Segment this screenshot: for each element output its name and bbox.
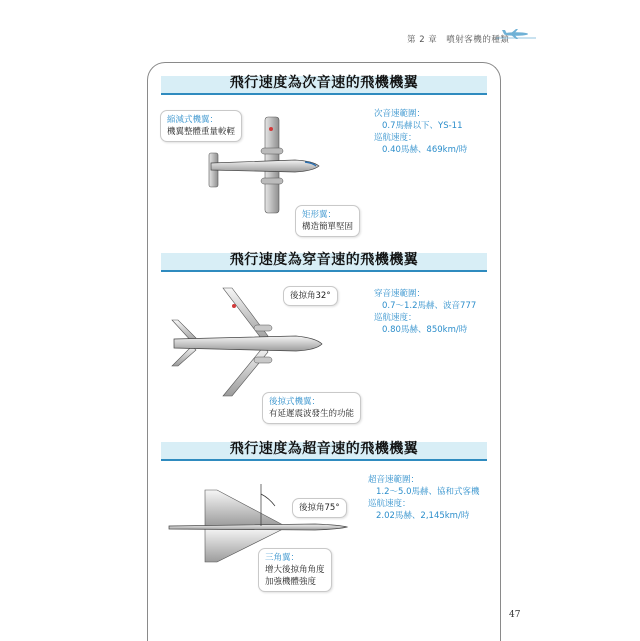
section-3-cruise-value: 2.02馬赫、2,145km/時 <box>376 511 470 521</box>
section-3-cruise-label: 巡航速度： <box>368 499 411 509</box>
callout-swept-wing-text: 有延遲震波發生的功能 <box>269 409 355 419</box>
section-2-range-value: 0.7～1.2馬赫、波音777 <box>382 301 477 311</box>
callout-delta-wing-text: 增大後掠角角度 <box>265 565 325 575</box>
section-2-range-label: 穿音速範圍： <box>374 289 426 299</box>
section-1-info <box>374 108 467 156</box>
page-number: 47 <box>509 610 521 620</box>
section-1-cruise-value: 0.40馬赫、469km/時 <box>382 145 468 155</box>
section-2-cruise-value: 0.80馬赫、850km/時 <box>382 325 468 335</box>
callout-sweep-32 <box>283 286 338 306</box>
section-1-title: 飛行速度為次音速的飛機機翼 <box>229 75 419 91</box>
section-1-range-value: 0.7馬赫以下、YS-11 <box>382 121 463 131</box>
callout-delta-wing-text-2: 加強機體強度 <box>265 577 317 587</box>
section-1-title-bar <box>161 76 487 95</box>
callout-rectangular-wing-label: 矩形翼： <box>302 210 337 220</box>
section-3-range-value: 1.2～5.0馬赫、協和式客機 <box>376 487 480 497</box>
callout-tapered-wing-label: 縮減式機翼： <box>167 115 219 125</box>
airplane-icon <box>496 26 536 44</box>
section-2-title-bar <box>161 253 487 272</box>
section-3-range-label: 超音速範圍： <box>368 475 420 485</box>
section-3-title-bar <box>161 442 487 461</box>
callout-tapered-wing <box>160 110 242 142</box>
callout-sweep-75-text: 後掠角75° <box>299 503 340 513</box>
callout-delta-wing <box>258 548 332 592</box>
section-2-info <box>374 288 476 336</box>
callout-rectangular-wing-text: 構造簡單堅固 <box>302 222 354 232</box>
callout-sweep-75 <box>292 498 347 518</box>
callout-delta-wing-label: 三角翼： <box>265 553 300 563</box>
section-1-range-label: 次音速範圍： <box>374 109 426 119</box>
callout-swept-wing-label: 後掠式機翼： <box>269 397 321 407</box>
chapter-header: 第 2 章 噴射客機的種類 <box>407 35 510 45</box>
section-3-title: 飛行速度為超音速的飛機機翼 <box>229 441 419 457</box>
callout-rectangular-wing <box>295 205 360 237</box>
section-2-cruise-label: 巡航速度： <box>374 313 417 323</box>
section-3-info <box>368 474 480 522</box>
section-2-title: 飛行速度為穿音速的飛機機翼 <box>229 252 419 268</box>
callout-swept-wing <box>262 392 361 424</box>
callout-sweep-32-text: 後掠角32° <box>290 291 331 301</box>
callout-tapered-wing-text: 機翼整體重量較輕 <box>167 127 236 137</box>
section-1-cruise-label: 巡航速度： <box>374 133 417 143</box>
